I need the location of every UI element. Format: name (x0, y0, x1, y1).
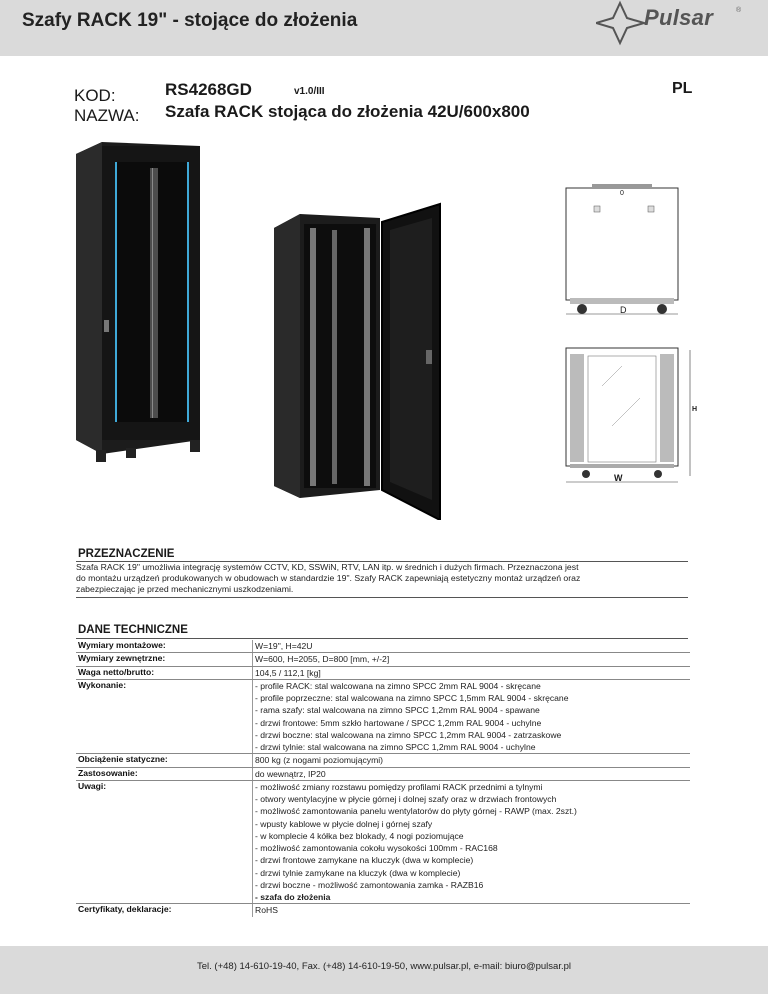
page-title: Szafy RACK 19" - stojące do złożenia (22, 10, 358, 31)
product-version: v1.0/III (294, 86, 325, 97)
spec-label: Wykonanie: (78, 679, 127, 690)
spec-value: - możliwość zmiany rozstawu pomiędzy profilami RACK przednimi a tylnymi (255, 781, 543, 792)
spec-row (76, 781, 690, 905)
przeznaczenie-line: zabezpieczając je przed mechanicznymi uszkodzeniami. (76, 584, 294, 594)
nazwa-label: NAZWA: (74, 106, 140, 125)
spec-value: - szafa do złożenia (255, 892, 331, 902)
spec-label: Obciążenie statyczne: (78, 754, 168, 765)
spec-row (76, 667, 690, 680)
spec-label: Wymiary montażowe: (78, 640, 166, 650)
spec-value: - możliwość zamontowania cokołu wysokości 100mm - RAC168 (255, 843, 498, 853)
drawing-d-label: D (620, 305, 627, 315)
pulsar-logo (596, 0, 756, 46)
spec-label: Uwagi: (78, 780, 107, 791)
cabinet-closed-photo (70, 140, 210, 470)
front-view-drawing (562, 346, 702, 488)
section-heading-przeznaczenie: PRZEZNACZENIE (78, 548, 175, 560)
spec-value: - rama szafy: stal walcowana na zimno SPCC 1,2mm RAL 9004 - spawane (255, 705, 540, 716)
spec-value: 800 kg (z nogami poziomującymi) (255, 755, 384, 766)
spec-value: W=600, H=2055, D=800 [mm, +/-2] (255, 654, 390, 665)
spec-row (76, 640, 690, 653)
spec-row (76, 680, 690, 755)
spec-value: do wewnątrz, IP20 (255, 768, 326, 779)
kod-label: KOD: (74, 86, 116, 105)
spec-row (76, 754, 690, 767)
spec-value: - drzwi tylnie zamykane na kluczyk (dwa w komplecie) (255, 867, 461, 878)
registered-mark: ® (736, 7, 742, 14)
top-view-drawing (562, 182, 692, 322)
spec-label: Certyfikaty, deklaracje: (78, 904, 172, 915)
spec-value: - drzwi boczne - możliwość zamontowania zamka - RAZB16 (255, 879, 484, 890)
drawing-w-label: W (614, 473, 623, 483)
spec-value: - profile poprzeczne: stal walcowana na zimno SPCC 1,5mm RAL 9004 - skręcane (255, 693, 569, 703)
section-rule (76, 638, 688, 639)
footer-contact: Tel. (+48) 14-610-19-40, Fax. (+48) 14-610-19-50, www.pulsar.pl, e-mail: biuro@pulsar.pl (197, 961, 571, 972)
spec-value: - profile RACK: stal walcowana na zimno SPCC 2mm RAL 9004 - skręcane (255, 680, 541, 691)
top-banner (0, 0, 768, 56)
przeznaczenie-text (76, 562, 688, 595)
przeznaczenie-line: do montażu urządzeń produkowanych w obudowach w standardzie 19". Szafy RACK zapewniają estetyczny montaż urządzeń oraz (76, 573, 581, 583)
brand-name: Pulsar (644, 5, 714, 30)
section-heading-dane-techniczne: DANE TECHNICZNE (78, 624, 188, 636)
spec-row (76, 904, 690, 916)
spec-label: Waga netto/brutto: (78, 666, 155, 677)
spec-row (76, 768, 690, 781)
spec-value: RoHS (255, 905, 278, 916)
spec-row (76, 653, 690, 666)
spec-value: - w komplecie 4 kółka bez blokady, 4 nogi poziomujące (255, 830, 464, 841)
spec-label: Wymiary zewnętrzne: (78, 653, 166, 664)
spec-value: - wpusty kablowe w płycie dolnej i górnej szafy (255, 818, 433, 829)
language-code: PL (672, 80, 693, 97)
product-code: RS4268GD (165, 80, 252, 99)
spec-value: 104,5 / 112,1 [kg] (255, 667, 321, 678)
spec-value: - drzwi tylnie: stal walcowana na zimno SPCC 1,2mm RAL 9004 - uchylne (255, 742, 536, 752)
spec-value: W=19", H=42U (255, 641, 313, 651)
specs-table (76, 640, 690, 917)
drawing-front-label: 0 (620, 190, 624, 197)
spec-value: - otwory wentylacyjne w płycie górnej i dolnej szafy oraz w drzwiach frontowych (255, 794, 557, 804)
product-name: Szafa RACK stojąca do złożenia 42U/600x800 (165, 102, 530, 121)
spec-value: - drzwi boczne: stal walcowana na zimno SPCC 1,2mm RAL 9004 - zatrzaskowe (255, 729, 562, 740)
footer (0, 946, 768, 994)
spec-value: - drzwi frontowe zamykane na kluczyk (dwa w komplecie) (255, 855, 474, 866)
spec-label: Zastosowanie: (78, 767, 138, 778)
spec-value: - możliwość zamontowania panelu wentylatorów do płyty górnej - RAWP (max. 2szt.) (255, 806, 577, 817)
cabinet-open-photo (270, 200, 450, 520)
spec-value: - drzwi frontowe: 5mm szkło hartowane / SPCC 1,2mm RAL 9004 - uchylne (255, 717, 542, 728)
przeznaczenie-line: Szafa RACK 19" umożliwia integrację systemów CCTV, KD, SSWiN, RTV, LAN itp. w średnich i dużych firmach. Przeznaczona jest (76, 562, 579, 572)
section-rule (76, 597, 688, 598)
drawing-h-label: H (692, 406, 698, 413)
